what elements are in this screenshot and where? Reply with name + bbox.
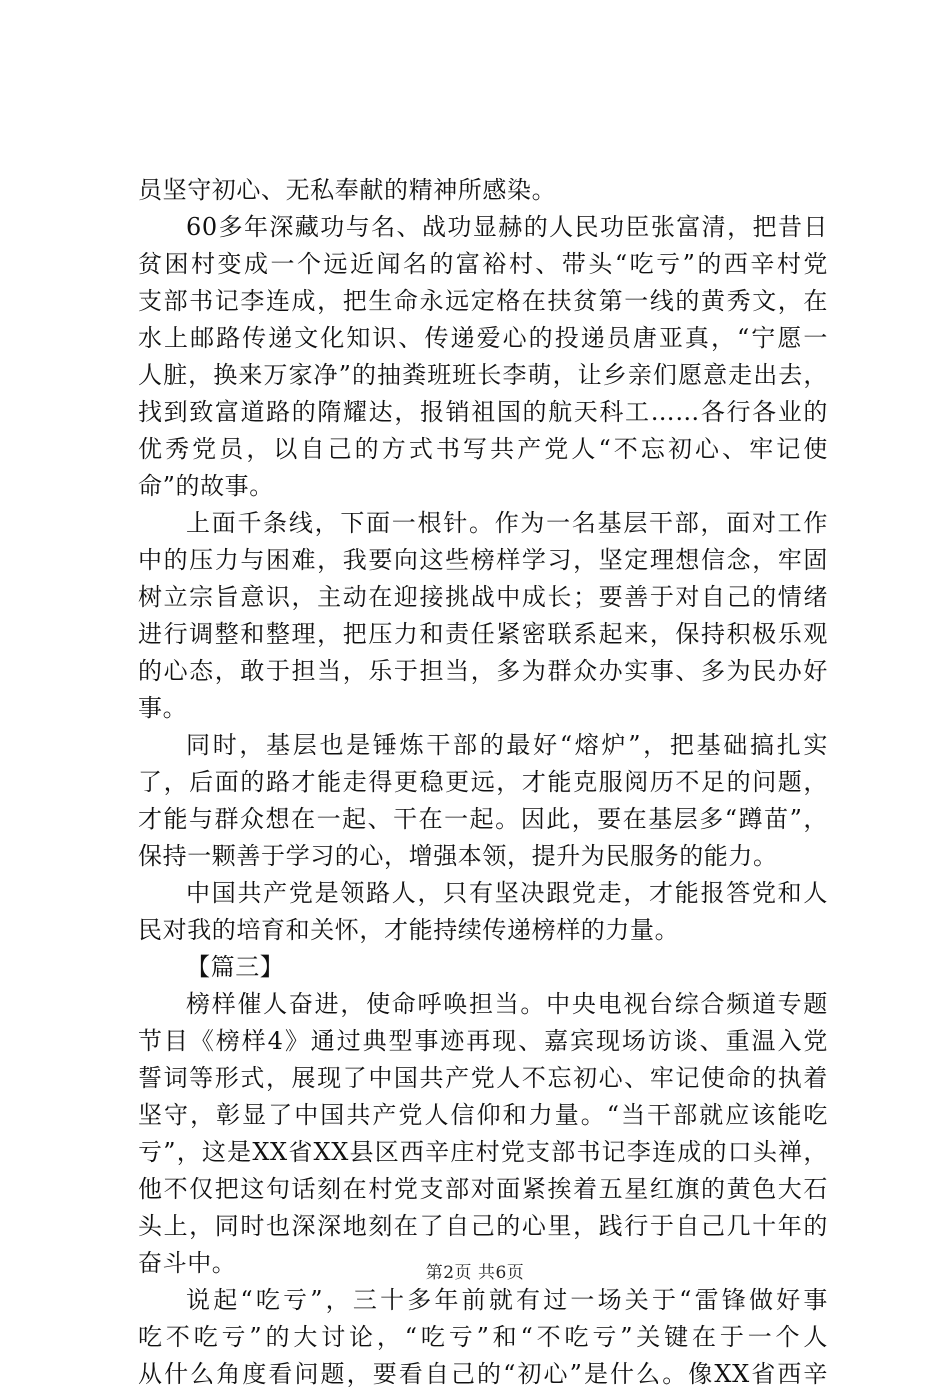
text-line: 60多年深藏功与名、战功显赫的人民功臣张富清，把昔日 xyxy=(186,213,828,241)
text-line: 说起“吃亏”，三十多年前就有过一场关于“雷锋做好事 xyxy=(186,1286,828,1314)
text-line: 亏”，这是XX省XX县区西辛庄村党支部书记李连成的口头禅， xyxy=(138,1138,828,1166)
text-line: 他不仅把这句话刻在村党支部对面紧挨着五星红旗的黄色大石 xyxy=(138,1175,828,1203)
text-line: 支部书记李连成，把生命永远定格在扶贫第一线的黄秀文，在 xyxy=(138,287,828,315)
text-line: 找到致富道路的隋耀达，报销祖国的航天科工……各行各业的 xyxy=(138,398,828,426)
text-line: 榜样催人奋进，使命呼唤担当。中央电视台综合频道专题 xyxy=(186,990,828,1018)
document-body xyxy=(138,172,828,1393)
text-line: 才能与群众想在一起、干在一起。因此，要在基层多“蹲苗”， xyxy=(138,805,828,833)
text-line: 人脏，换来万家净”的抽粪班班长李萌，让乡亲们愿意走出去， xyxy=(138,361,828,389)
text-line: 员坚守初心、无私奉献的精神所感染。 xyxy=(138,176,557,204)
text-line: 奋斗中。 xyxy=(138,1249,237,1277)
text-line: 从什么角度看问题，要看自己的“初心”是什么。像XX省西辛 xyxy=(138,1360,828,1388)
text-line: 树立宗旨意识，主动在迎接挑战中成长；要善于对自己的情绪 xyxy=(138,583,828,611)
text-line: 保持一颗善于学习的心，增强本领，提升为民服务的能力。 xyxy=(138,842,778,870)
text-line: 水上邮路传递文化知识、传递爱心的投递员唐亚真，“宁愿一 xyxy=(138,324,828,352)
page-footer: 第2页 共6页 xyxy=(425,1263,525,1283)
text-line: 上面千条线，下面一根针。作为一名基层干部，面对工作 xyxy=(186,509,828,537)
text-line: 头上，同时也深深地刻在了自己的心里，践行于自己几十年的 xyxy=(138,1212,828,1240)
text-line: 节目《榜样4》通过典型事迹再现、嘉宾现场访谈、重温入党 xyxy=(138,1027,828,1055)
text-line: 【篇三】 xyxy=(186,953,285,981)
text-line: 坚守，彰显了中国共产党人信仰和力量。“当干部就应该能吃 xyxy=(138,1101,828,1129)
text-line: 命”的故事。 xyxy=(138,472,274,500)
text-line: 进行调整和整理，把压力和责任紧密联系起来，保持积极乐观 xyxy=(138,620,828,648)
text-line: 优秀党员，以自己的方式书写共产党人“不忘初心、牢记使 xyxy=(138,435,828,463)
text-line: 中的压力与困难，我要向这些榜样学习，坚定理想信念，牢固 xyxy=(138,546,828,574)
text-line: 誓词等形式，展现了中国共产党人不忘初心、牢记使命的执着 xyxy=(138,1064,828,1092)
text-line: 的心态，敢于担当，乐于担当，多为群众办实事、多为民办好 xyxy=(138,657,828,685)
text-line: 吃不吃亏”的大讨论，“吃亏”和“不吃亏”关键在于一个人 xyxy=(138,1323,828,1351)
text-line: 贫困村变成一个远近闻名的富裕村、带头“吃亏”的西辛村党 xyxy=(138,250,828,278)
text-line: 民对我的培育和关怀，才能持续传递榜样的力量。 xyxy=(138,916,680,944)
text-line: 同时，基层也是锤炼干部的最好“熔炉”，把基础搞扎实 xyxy=(186,731,828,759)
text-line: 了，后面的路才能走得更稳更远，才能克服阅历不足的问题， xyxy=(138,768,828,796)
text-line: 中国共产党是领路人，只有坚决跟党走，才能报答党和人 xyxy=(186,879,828,907)
text-line: 事。 xyxy=(138,694,188,722)
